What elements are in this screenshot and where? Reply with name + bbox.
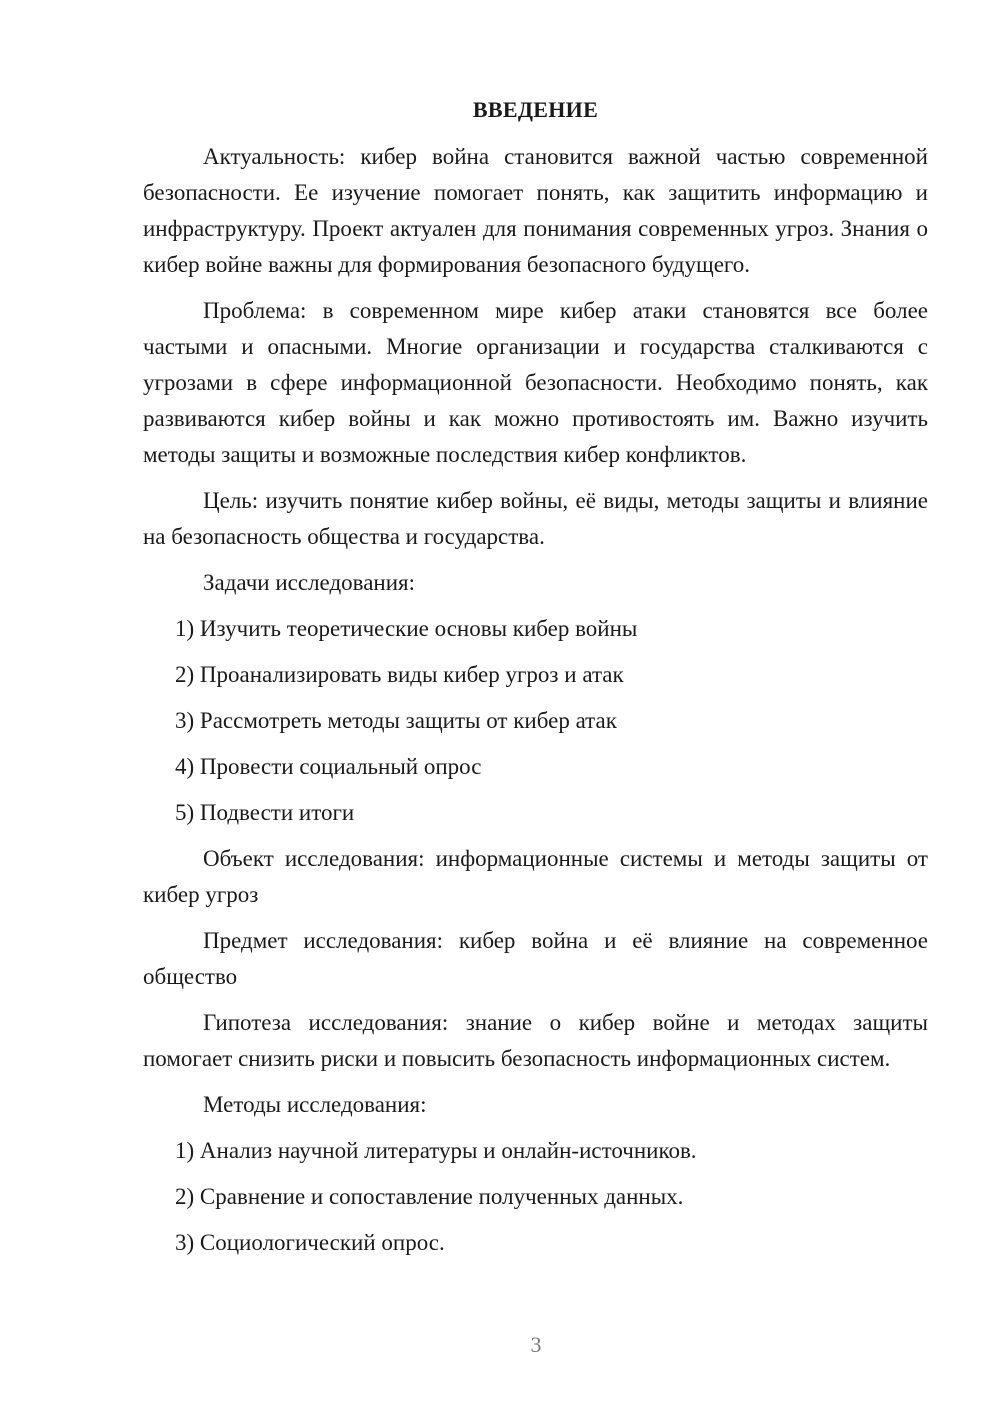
method-item-3: 3) Социологический опрос.	[175, 1230, 445, 1255]
task-item-2: 2) Проанализировать виды кибер угроз и атак	[175, 662, 624, 687]
subject-paragraph: Предмет исследования: кибер война и её влияние на современное общество	[143, 928, 928, 989]
hypothesis-paragraph: Гипотеза исследования: знание о кибер войне и методах защиты помогает снизить риски и повысить безопасность информационных систем.	[143, 1010, 928, 1071]
relevance-paragraph: Актуальность: кибер война становится важной частью современной безопасности. Ее изучение помогает понять, как защитить информацию и инфраструктуру. Проект актуален для понимания современных угроз. Знания о кибер войне важны для формирования безопасного будущего.	[143, 144, 928, 277]
object-paragraph: Объект исследования: информационные системы и методы защиты от кибер угроз	[143, 846, 928, 907]
tasks-heading: Задачи исследования:	[203, 570, 416, 595]
tasks-list	[143, 611, 928, 831]
page-number: 3	[530, 1332, 542, 1357]
method-item-1: 1) Анализ научной литературы и онлайн-источников.	[175, 1138, 697, 1163]
section-heading: ВВЕДЕНИЕ	[472, 97, 599, 122]
task-item-1: 1) Изучить теоретические основы кибер войны	[175, 616, 638, 641]
problem-paragraph: Проблема: в современном мире кибер атаки становятся все более частыми и опасными. Многие организации и государства сталкиваются с угрозами в сфере информационной безопасности. Необходимо понять, как развиваются кибер войны и как можно противостоять им. Важно изучить методы защиты и возможные последствия кибер конфликтов.	[143, 298, 928, 467]
method-item-2: 2) Сравнение и сопоставление полученных данных.	[175, 1184, 684, 1209]
goal-paragraph: Цель: изучить понятие кибер войны, её виды, методы защиты и влияние на безопасность общества и государства.	[143, 488, 928, 549]
task-item-5: 5) Подвести итоги	[175, 800, 355, 825]
methods-heading: Методы исследования:	[203, 1092, 427, 1117]
methods-list	[143, 1133, 928, 1261]
page-content	[143, 95, 928, 1271]
task-item-3: 3) Рассмотреть методы защиты от кибер атак	[175, 708, 617, 733]
task-item-4: 4) Провести социальный опрос	[175, 754, 482, 779]
